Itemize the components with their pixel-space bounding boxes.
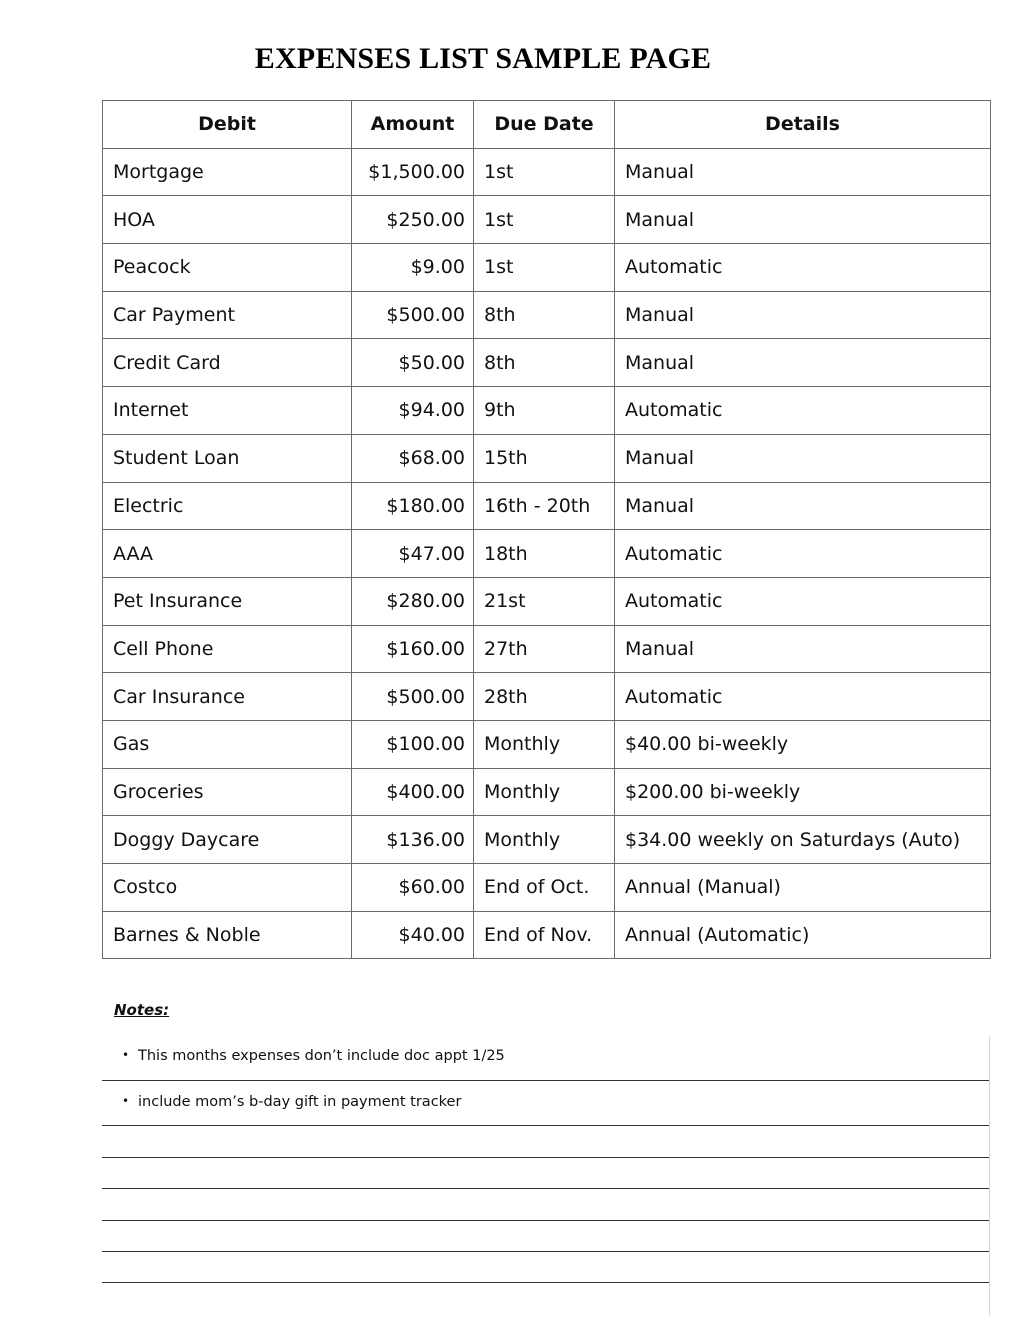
note-line <box>102 1188 989 1189</box>
table-row <box>103 244 991 292</box>
amount-cell: $94.00 <box>352 387 474 435</box>
due-date-cell: End of Oct. <box>474 864 615 912</box>
header-amount: Amount <box>352 101 474 149</box>
debit-cell: Pet Insurance <box>103 577 352 625</box>
header-due-date: Due Date <box>474 101 615 149</box>
note-text: include mom’s b-day gift in payment tracker <box>138 1094 462 1110</box>
note-item <box>122 1094 461 1110</box>
due-date-cell: Monthly <box>474 720 615 768</box>
debit-cell: Electric <box>103 482 352 530</box>
table-row <box>103 720 991 768</box>
details-cell: Manual <box>615 339 991 387</box>
note-line <box>102 1080 989 1081</box>
debit-cell: Mortgage <box>103 148 352 196</box>
table-row <box>103 196 991 244</box>
due-date-cell: 1st <box>474 244 615 292</box>
details-cell: Annual (Manual) <box>615 864 991 912</box>
debit-cell: Car Insurance <box>103 673 352 721</box>
table-body <box>103 148 991 959</box>
amount-cell: $50.00 <box>352 339 474 387</box>
due-date-cell: 18th <box>474 530 615 578</box>
debit-cell: Costco <box>103 864 352 912</box>
due-date-cell: 8th <box>474 339 615 387</box>
debit-cell: Cell Phone <box>103 625 352 673</box>
note-line <box>102 1125 989 1126</box>
table-row <box>103 148 991 196</box>
due-date-cell: 28th <box>474 673 615 721</box>
amount-cell: $500.00 <box>352 673 474 721</box>
table-row <box>103 434 991 482</box>
details-cell: Automatic <box>615 387 991 435</box>
header-details: Details <box>615 101 991 149</box>
debit-cell: Barnes & Noble <box>103 911 352 959</box>
note-line <box>102 1251 989 1252</box>
amount-cell: $400.00 <box>352 768 474 816</box>
details-cell: $34.00 weekly on Saturdays (Auto) <box>615 816 991 864</box>
table-row <box>103 482 991 530</box>
details-cell: Automatic <box>615 577 991 625</box>
details-cell: Manual <box>615 482 991 530</box>
expenses-table <box>102 100 991 959</box>
debit-cell: HOA <box>103 196 352 244</box>
details-cell: $40.00 bi-weekly <box>615 720 991 768</box>
table-row <box>103 577 991 625</box>
notes-label: Notes: <box>114 1001 170 1019</box>
bullet-icon: • <box>122 1094 130 1108</box>
due-date-cell: 27th <box>474 625 615 673</box>
debit-cell: Car Payment <box>103 291 352 339</box>
details-cell: $200.00 bi-weekly <box>615 768 991 816</box>
table-row <box>103 911 991 959</box>
debit-cell: AAA <box>103 530 352 578</box>
note-line <box>102 1282 989 1283</box>
amount-cell: $180.00 <box>352 482 474 530</box>
debit-cell: Peacock <box>103 244 352 292</box>
table-row <box>103 673 991 721</box>
details-cell: Manual <box>615 196 991 244</box>
note-line <box>102 1220 989 1221</box>
table-row <box>103 768 991 816</box>
due-date-cell: 21st <box>474 577 615 625</box>
amount-cell: $100.00 <box>352 720 474 768</box>
amount-cell: $60.00 <box>352 864 474 912</box>
due-date-cell: 9th <box>474 387 615 435</box>
due-date-cell: Monthly <box>474 816 615 864</box>
amount-cell: $9.00 <box>352 244 474 292</box>
note-item <box>122 1048 505 1064</box>
amount-cell: $250.00 <box>352 196 474 244</box>
amount-cell: $160.00 <box>352 625 474 673</box>
due-date-cell: 8th <box>474 291 615 339</box>
debit-cell: Credit Card <box>103 339 352 387</box>
details-cell: Manual <box>615 434 991 482</box>
table-row <box>103 864 991 912</box>
amount-cell: $1,500.00 <box>352 148 474 196</box>
table-row <box>103 816 991 864</box>
notes-area <box>102 1036 990 1316</box>
table-row <box>103 387 991 435</box>
debit-cell: Groceries <box>103 768 352 816</box>
amount-cell: $500.00 <box>352 291 474 339</box>
details-cell: Automatic <box>615 244 991 292</box>
details-cell: Manual <box>615 625 991 673</box>
note-text: This months expenses don’t include doc appt 1/25 <box>138 1048 505 1064</box>
amount-cell: $40.00 <box>352 911 474 959</box>
due-date-cell: 1st <box>474 148 615 196</box>
table-row <box>103 339 991 387</box>
debit-cell: Doggy Daycare <box>103 816 352 864</box>
details-cell: Automatic <box>615 673 991 721</box>
header-debit: Debit <box>103 101 352 149</box>
table-row <box>103 625 991 673</box>
table-header-row <box>103 101 991 149</box>
debit-cell: Gas <box>103 720 352 768</box>
amount-cell: $280.00 <box>352 577 474 625</box>
due-date-cell: End of Nov. <box>474 911 615 959</box>
details-cell: Annual (Automatic) <box>615 911 991 959</box>
details-cell: Manual <box>615 291 991 339</box>
details-cell: Manual <box>615 148 991 196</box>
due-date-cell: 15th <box>474 434 615 482</box>
due-date-cell: 16th - 20th <box>474 482 615 530</box>
table-row <box>103 291 991 339</box>
details-cell: Automatic <box>615 530 991 578</box>
amount-cell: $68.00 <box>352 434 474 482</box>
amount-cell: $47.00 <box>352 530 474 578</box>
note-line <box>102 1157 989 1158</box>
amount-cell: $136.00 <box>352 816 474 864</box>
debit-cell: Internet <box>103 387 352 435</box>
page-title: EXPENSES LIST SAMPLE PAGE <box>254 42 712 75</box>
due-date-cell: Monthly <box>474 768 615 816</box>
due-date-cell: 1st <box>474 196 615 244</box>
debit-cell: Student Loan <box>103 434 352 482</box>
bullet-icon: • <box>122 1048 130 1062</box>
table-row <box>103 530 991 578</box>
